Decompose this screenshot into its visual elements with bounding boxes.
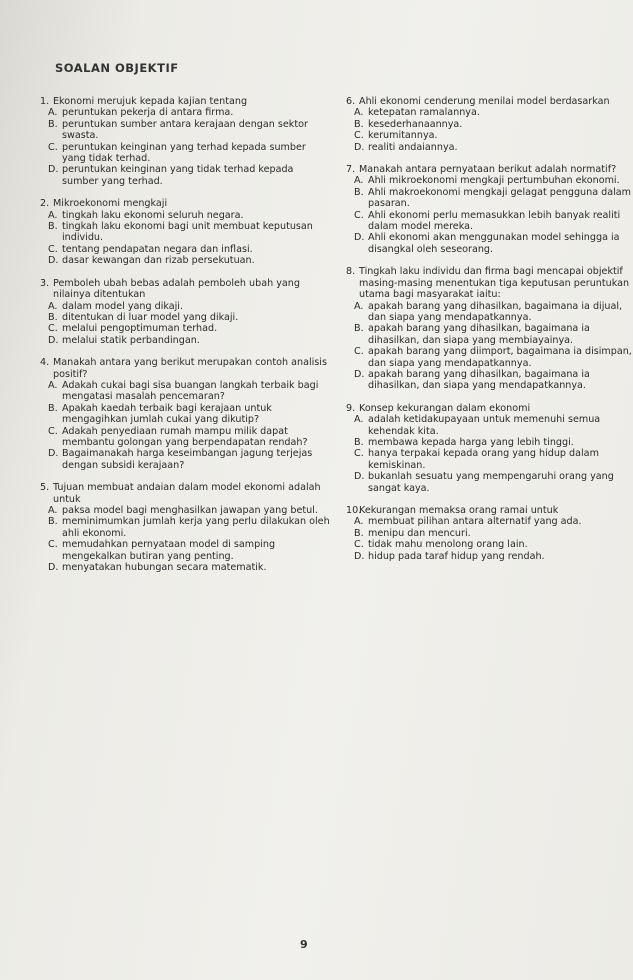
page-number: 9: [300, 938, 308, 951]
question-stem: [346, 266, 632, 300]
question-stem: [40, 278, 330, 301]
option-letter: A.: [48, 379, 58, 391]
option-text: Ahli makroekonomi mengkaji gelagat pengguna dalam pasaran.: [368, 186, 631, 210]
question-item: [346, 266, 632, 391]
option-letter: D.: [354, 141, 365, 153]
question-number: 2.: [40, 198, 50, 210]
option-text: tingkah laku ekonomi bagi unit membuat keputusan individu.: [62, 221, 313, 244]
option-letter: D.: [354, 471, 365, 483]
section-heading: SOALAN OBJEKTIF: [55, 61, 179, 75]
option-text: paksa model bagi menghasilkan jawapan yang betul.: [62, 505, 318, 516]
option-text: menyatakan hubungan secara matematik.: [62, 562, 267, 574]
answer-option: [346, 187, 632, 210]
option-text: Bagaimanakah harga keseimbangan jagung terjejas dengan subsidi kerajaan?: [62, 448, 313, 471]
option-letter: A.: [354, 516, 364, 528]
answer-option: [40, 312, 330, 323]
option-text: kerumitannya.: [368, 130, 438, 142]
answer-option: [40, 380, 330, 403]
question-number: 9.: [346, 402, 356, 414]
option-letter: B.: [354, 323, 364, 335]
question-item: [40, 482, 330, 573]
answer-option: [40, 323, 330, 334]
option-text: Ahli mikroekonomi mengkaji pertumbuhan ekonomi.: [368, 175, 620, 187]
question-item: [40, 357, 330, 471]
answer-option: [40, 505, 330, 516]
answer-option: [40, 142, 330, 165]
option-text: peruntukan sumber antara kerajaan dengan sektor swasta.: [62, 118, 308, 142]
answer-option: [346, 232, 632, 255]
option-letter: D.: [354, 232, 365, 244]
option-letter: B.: [48, 402, 58, 414]
option-letter: C.: [354, 539, 364, 551]
question-item: [346, 505, 632, 562]
option-text: dalam model yang dikaji.: [62, 300, 184, 312]
answer-option: [346, 471, 632, 494]
question-text: Ahli ekonomi cenderung menilai model berdasarkan: [359, 96, 610, 107]
answer-option: [346, 107, 632, 118]
answer-option: [346, 301, 632, 324]
option-letter: D.: [48, 562, 59, 574]
question-text: Kekurangan memaksa orang ramai untuk: [359, 505, 559, 516]
question-stem: [40, 357, 330, 380]
option-letter: A.: [354, 107, 364, 119]
answer-option: [40, 426, 330, 449]
question-stem: [346, 96, 632, 107]
question-stem: [40, 482, 330, 505]
option-text: bukanlah sesuatu yang mempengaruhi orang yang sangat kaya.: [368, 471, 614, 494]
option-text: melalui pengoptimuman terhad.: [62, 323, 218, 335]
answer-option: [346, 119, 632, 130]
question-text: Tingkah laku individu dan firma bagi mencapai objektif masing-masing menentukan tiga keputusan peruntukan utama bagi masyarakat iaitu:: [359, 266, 630, 301]
answer-option: [40, 221, 330, 244]
option-text: peruntukan pekerja di antara firma.: [62, 107, 234, 119]
option-text: membawa kepada harga yang lebih tinggi.: [368, 436, 574, 448]
option-text: apakah barang yang diimport, bagaimana ia disimpan, dan siapa yang mendapatkannya.: [368, 346, 632, 369]
option-letter: C.: [354, 448, 364, 460]
answer-option: [40, 448, 330, 471]
option-text: kesederhanaannya.: [368, 118, 463, 130]
option-text: membuat pilihan antara alternatif yang ada.: [368, 516, 582, 528]
answer-option: [40, 335, 330, 346]
option-text: melalui statik perbandingan.: [62, 334, 200, 346]
option-text: dasar kewangan dan rizab persekutuan.: [62, 255, 255, 267]
option-text: apakah barang yang dihasilkan, bagaimana ia dihasilkan, dan siapa yang membiayainya.: [368, 323, 590, 346]
option-text: tingkah laku ekonomi seluruh negara.: [62, 209, 244, 221]
option-letter: A.: [48, 300, 58, 312]
option-letter: A.: [354, 414, 364, 426]
option-text: meminimumkan jumlah kerja yang perlu dilakukan oleh ahli ekonomi.: [62, 516, 330, 539]
option-letter: D.: [48, 164, 59, 176]
option-letter: D.: [354, 368, 365, 380]
option-letter: D.: [354, 550, 365, 562]
option-letter: C.: [48, 323, 58, 335]
question-stem: [346, 403, 632, 414]
option-letter: B.: [48, 118, 58, 130]
option-letter: B.: [354, 436, 364, 448]
option-letter: D.: [48, 448, 59, 460]
answer-option: [346, 539, 632, 550]
answer-option: [40, 516, 330, 539]
left-question-column: [40, 96, 330, 584]
question-text: Tujuan membuat andaian dalam model ekonomi adalah untuk: [53, 482, 321, 505]
option-text: menipu dan mencuri.: [368, 527, 471, 539]
option-letter: A.: [354, 300, 364, 312]
question-number: 5.: [40, 482, 50, 494]
question-number: 3.: [40, 277, 50, 289]
answer-option: [346, 369, 632, 392]
question-number: 6.: [346, 96, 356, 107]
option-letter: C.: [48, 243, 58, 255]
answer-option: [40, 301, 330, 312]
answer-option: [346, 175, 632, 186]
answer-option: [346, 516, 632, 527]
option-letter: B.: [48, 516, 58, 528]
question-stem: [40, 96, 330, 107]
option-text: memudahkan pernyataan model di samping mengekalkan butiran yang penting.: [62, 539, 276, 562]
answer-option: [346, 437, 632, 448]
answer-option: [346, 130, 632, 141]
answer-option: [40, 119, 330, 142]
question-item: [346, 164, 632, 255]
right-question-column: [346, 96, 632, 573]
option-letter: B.: [48, 311, 58, 323]
answer-option: [346, 528, 632, 539]
question-stem: [346, 505, 632, 516]
option-text: realiti andaiannya.: [368, 141, 458, 153]
answer-option: [40, 107, 330, 118]
option-letter: A.: [48, 107, 58, 119]
answer-option: [346, 210, 632, 233]
question-item: [40, 198, 330, 266]
option-text: ketepatan ramalannya.: [368, 107, 480, 119]
option-text: adalah ketidakupayaan untuk memenuhi semua kehendak kita.: [368, 414, 601, 437]
option-text: hanya terpakai kepada orang yang hidup dalam kemiskinan.: [368, 448, 599, 471]
option-text: hidup pada taraf hidup yang rendah.: [368, 550, 545, 562]
question-item: [40, 96, 330, 187]
option-text: apakah barang yang dihasilkan, bagaimana ia dihasilkan, dan siapa yang mendapatkannya.: [368, 368, 590, 392]
answer-option: [40, 255, 330, 266]
option-letter: C.: [354, 346, 364, 358]
question-stem: [346, 164, 632, 175]
option-letter: B.: [48, 221, 58, 233]
option-text: tidak mahu menolong orang lain.: [368, 539, 528, 551]
option-text: peruntukan keinginan yang tidak terhad kepada sumber yang terhad.: [62, 164, 294, 187]
option-letter: C.: [48, 141, 58, 153]
option-text: peruntukan keinginan yang terhad kepada sumber yang tidak terhad.: [62, 141, 306, 165]
option-text: ditentukan di luar model yang dikaji.: [62, 311, 239, 323]
option-text: Ahli ekonomi perlu memasukkan lebih banyak realiti dalam model mereka.: [368, 209, 621, 233]
answer-option: [346, 142, 632, 153]
question-text: Manakah antara pernyataan berikut adalah normatif?: [359, 164, 617, 176]
answer-option: [40, 210, 330, 221]
option-letter: B.: [354, 186, 364, 198]
option-letter: B.: [354, 527, 364, 539]
answer-option: [346, 551, 632, 562]
option-letter: A.: [354, 175, 364, 187]
option-text: apakah barang yang dihasilkan, bagaimana ia dijual, dan siapa yang mendapatkannya.: [368, 300, 623, 323]
answer-option: [346, 323, 632, 346]
answer-option: [40, 562, 330, 573]
option-letter: D.: [48, 255, 59, 267]
question-text: Ekonomi merujuk kepada kajian tentang: [53, 96, 248, 107]
option-letter: C.: [48, 539, 58, 551]
question-item: [40, 278, 330, 346]
question-text: Pemboleh ubah bebas adalah pemboleh ubah yang nilainya ditentukan: [53, 277, 300, 301]
option-text: tentang pendapatan negara dan inflasi.: [62, 243, 253, 255]
question-number: 4.: [40, 357, 50, 369]
answer-option: [40, 403, 330, 426]
option-letter: B.: [354, 118, 364, 130]
option-letter: C.: [354, 130, 364, 142]
answer-option: [40, 164, 330, 187]
question-item: [346, 403, 632, 494]
option-text: Apakah kaedah terbaik bagi kerajaan untuk mengagihkan jumlah cukai yang dikutip?: [62, 402, 272, 426]
answer-option: [346, 448, 632, 471]
question-number: 1.: [40, 96, 50, 107]
option-text: Ahli ekonomi akan menggunakan model sehingga ia disangkal oleh seseorang.: [368, 232, 620, 255]
question-text: Mikroekonomi mengkaji: [53, 198, 168, 210]
option-text: Adakah penyediaan rumah mampu milik dapat membantu golongan yang berpendapatan rendah?: [62, 425, 308, 448]
question-number: 7.: [346, 164, 356, 176]
option-letter: C.: [48, 425, 58, 437]
option-letter: A.: [48, 209, 58, 221]
question-number: 10.: [346, 505, 362, 516]
question-number: 8.: [346, 266, 356, 278]
question-text: Manakah antara yang berikut merupakan contoh analisis positif?: [53, 357, 327, 380]
answer-option: [346, 414, 632, 437]
answer-option: [40, 244, 330, 255]
option-letter: C.: [354, 209, 364, 221]
answer-option: [346, 346, 632, 369]
question-text: Konsep kekurangan dalam ekonomi: [359, 402, 531, 414]
option-letter: D.: [48, 334, 59, 346]
question-item: [346, 96, 632, 153]
answer-option: [40, 539, 330, 562]
question-stem: [40, 198, 330, 209]
option-letter: A.: [48, 505, 58, 516]
option-text: Adakah cukai bagi sisa buangan langkah terbaik bagi mengatasi masalah pencemaran?: [62, 379, 319, 403]
